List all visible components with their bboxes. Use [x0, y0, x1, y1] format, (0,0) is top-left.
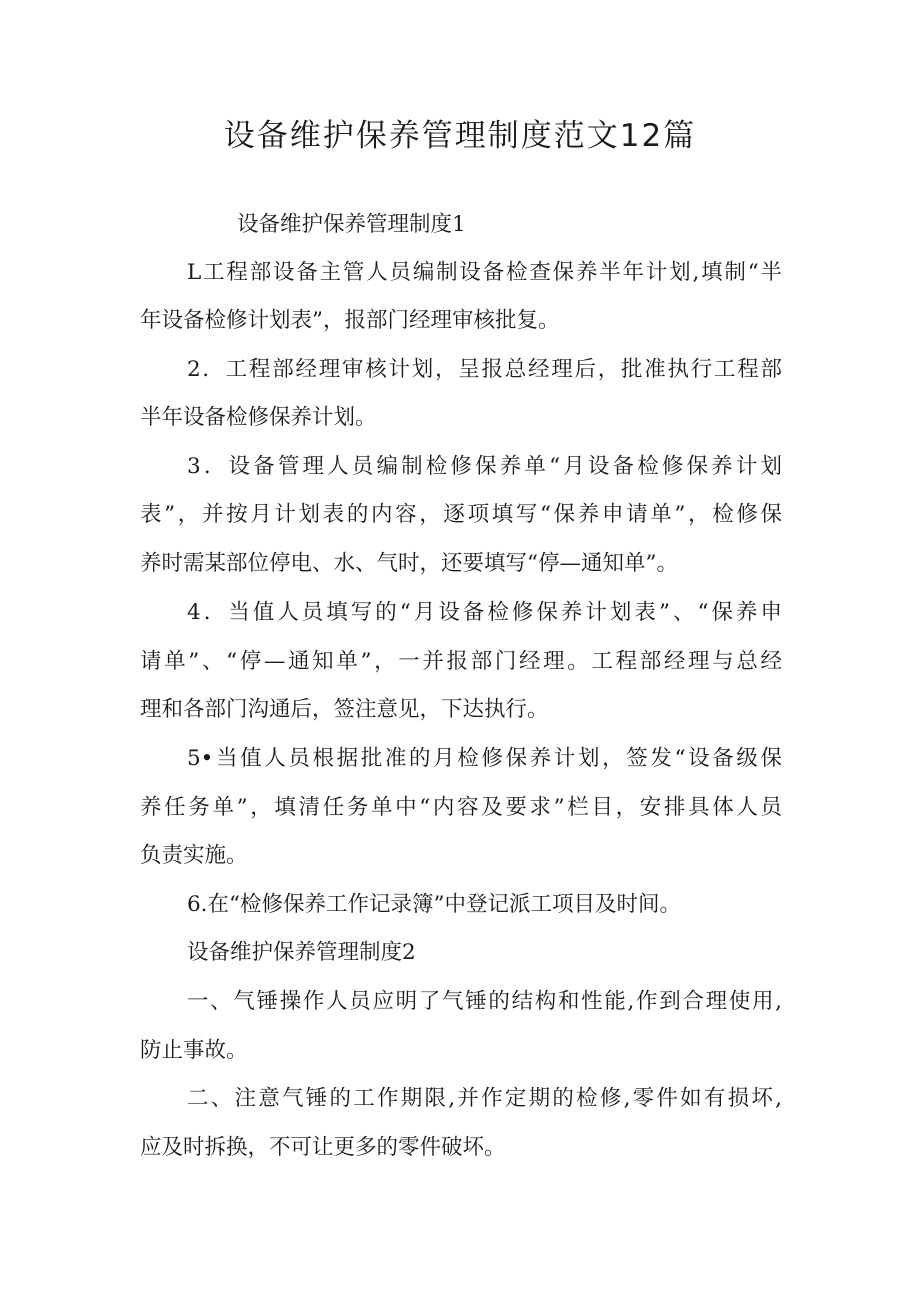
paragraph-line: 一、气锤操作人员应明了气锤的结构和性能,作到合理使用,: [187, 989, 782, 1014]
paragraph-line: 年设备检修计划表”，报部门经理审核批复。: [140, 308, 560, 333]
paragraph-line: 防止事故。: [140, 1038, 248, 1063]
paragraph-line: 养任务单”，填清任务单中“内容及要求”栏目，安排具体人员: [140, 795, 782, 820]
paragraph-line: 应及时拆换，不可让更多的零件破坏。: [140, 1135, 506, 1160]
paragraph-line: 养时需某部位停电、水、气时，还要填写“停—通知单”。: [140, 551, 678, 576]
paragraph-line: 3．设备管理人员编制检修保养单“月设备检修保养计划: [187, 454, 782, 479]
paragraph-line: 2．工程部经理审核计划，呈报总经理后，批准执行工程部: [187, 357, 782, 382]
paragraph-line: 半年设备检修保养计划。: [140, 405, 377, 430]
paragraph-line: 理和各部门沟通后，签注意见，下达执行。: [140, 697, 549, 722]
paragraph-line: 请单”、“停—通知单”，一并报部门经理。工程部经理与总经: [140, 649, 782, 674]
paragraph-line: 5•当值人员根据批准的月检修保养计划，签发“设备级保: [187, 746, 782, 771]
paragraph-line: 6.在“检修保养工作记录簿”中登记派工项目及时间。: [187, 892, 681, 917]
document-title: 设备维护保养管理制度范文12篇: [223, 118, 697, 154]
section-heading-1: 设备维护保养管理制度1: [237, 212, 466, 237]
paragraph-line: 二、注意气锤的工作期限,并作定期的检修,零件如有损坏,: [187, 1086, 782, 1111]
paragraph-line: 4．当值人员填写的“月设备检修保养计划表”、“保养申: [187, 600, 782, 625]
paragraph-line: 表”，并按月计划表的内容，逐项填写“保养申请单”，检修保: [140, 502, 782, 527]
section-heading-2: 设备维护保养管理制度2: [187, 940, 416, 965]
paragraph-line: L工程部设备主管人员编制设备检查保养半年计划,填制“半: [187, 260, 782, 285]
paragraph-line: 负责实施。: [140, 843, 248, 868]
